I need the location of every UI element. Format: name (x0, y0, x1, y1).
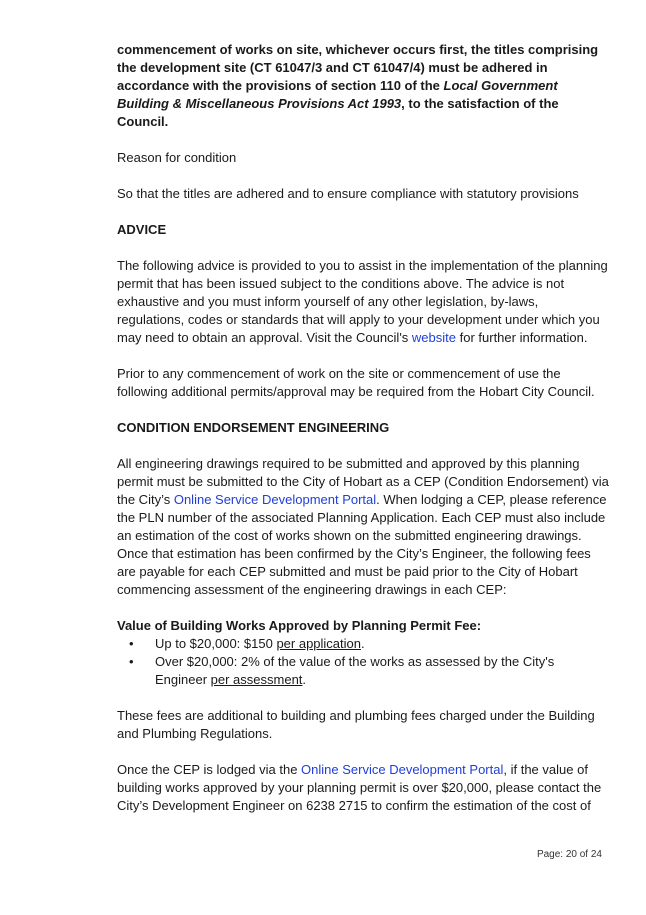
fee-text: Over $20,000: 2% of the value of the works as assessed by the City's Engineer (155, 654, 555, 687)
list-item (117, 635, 609, 653)
cee-heading: CONDITION ENDORSEMENT ENGINEERING (117, 420, 390, 435)
portal-link[interactable]: Online Service Development Portal (173, 492, 377, 507)
fee-list (117, 635, 609, 689)
cee-text-end: . When lodging a CEP, please reference the PLN number of the associated Planning Application. Each CEP must also include an estimation of the cost of works shown on the submitted engineering drawings. Once that estimation has been confirmed by the City’s Engineer, the following fees are payable for each CEP submitted and must be paid prior to the City of Hobart commencing assessment of the engineering drawings in each CEP: (117, 492, 607, 597)
fee-unit: per application (276, 636, 361, 651)
act-title: Local Government Building & Miscellaneous Provisions Act 1993 (117, 78, 558, 111)
list-item (117, 653, 609, 689)
portal-link[interactable]: Online Service Development Portal (301, 762, 504, 777)
value-heading: Value of Building Works Approved by Planning Permit Fee: (117, 618, 482, 633)
fees-paragraph: These fees are additional to building and plumbing fees charged under the Building and Plumbing Regulations. (117, 708, 595, 741)
advice-heading: ADVICE (117, 222, 167, 237)
page-number: Page: 20 of 24 (536, 849, 602, 860)
condition-text-end: , to the satisfaction of the Council. (117, 96, 559, 129)
fee-unit: per assessment (210, 672, 303, 687)
bullet-icon: • (129, 636, 134, 651)
condition-text: commencement of works on site, whichever occurs first, the titles comprising the development site (CT 61047/3 and CT 61047/4) must be adhered in accordance with the provisions of section 110 of the (117, 42, 599, 93)
once-text-end: , if the value of building works approved by your planning permit is over $20,000, please contact the City’s Development Engineer on 6238 2715 to confirm the estimation of the cost of (117, 762, 602, 813)
advice-text-end: for further information. (456, 330, 588, 345)
cee-text: All engineering drawings required to be submitted and approved by this planning permit must be submitted to the City of Hobart as a CEP (Condition Endorsement) via the City’s (117, 456, 609, 507)
fee-tail: . (361, 636, 365, 651)
advice-text: The following advice is provided to you to assist in the implementation of the planning permit that has been issued subject to the conditions above. The advice is not exhaustive and you must inform yourself of any other legislation, by-laws, regulations, codes or standards that will apply to your development under which you may need to obtain an approval. Visit the Council's (117, 258, 608, 345)
prior-paragraph: Prior to any commencement of work on the site or commencement of use the following additional permits/approval may be required from the Hobart City Council. (117, 366, 595, 399)
document-page (117, 41, 609, 815)
fee-text: Up to $20,000: $150 (155, 636, 277, 651)
bullet-icon: • (129, 654, 134, 669)
reason-label: Reason for condition (117, 150, 237, 165)
advice-paragraph (117, 257, 609, 347)
once-paragraph (117, 761, 609, 815)
condition-paragraph (117, 41, 609, 131)
fee-tail: . (302, 672, 307, 687)
cee-paragraph (117, 455, 609, 599)
once-text: Once the CEP is lodged via the (117, 762, 302, 777)
website-link[interactable]: website (411, 330, 456, 345)
reason-text: So that the titles are adhered and to ensure compliance with statutory provisions (117, 186, 579, 201)
